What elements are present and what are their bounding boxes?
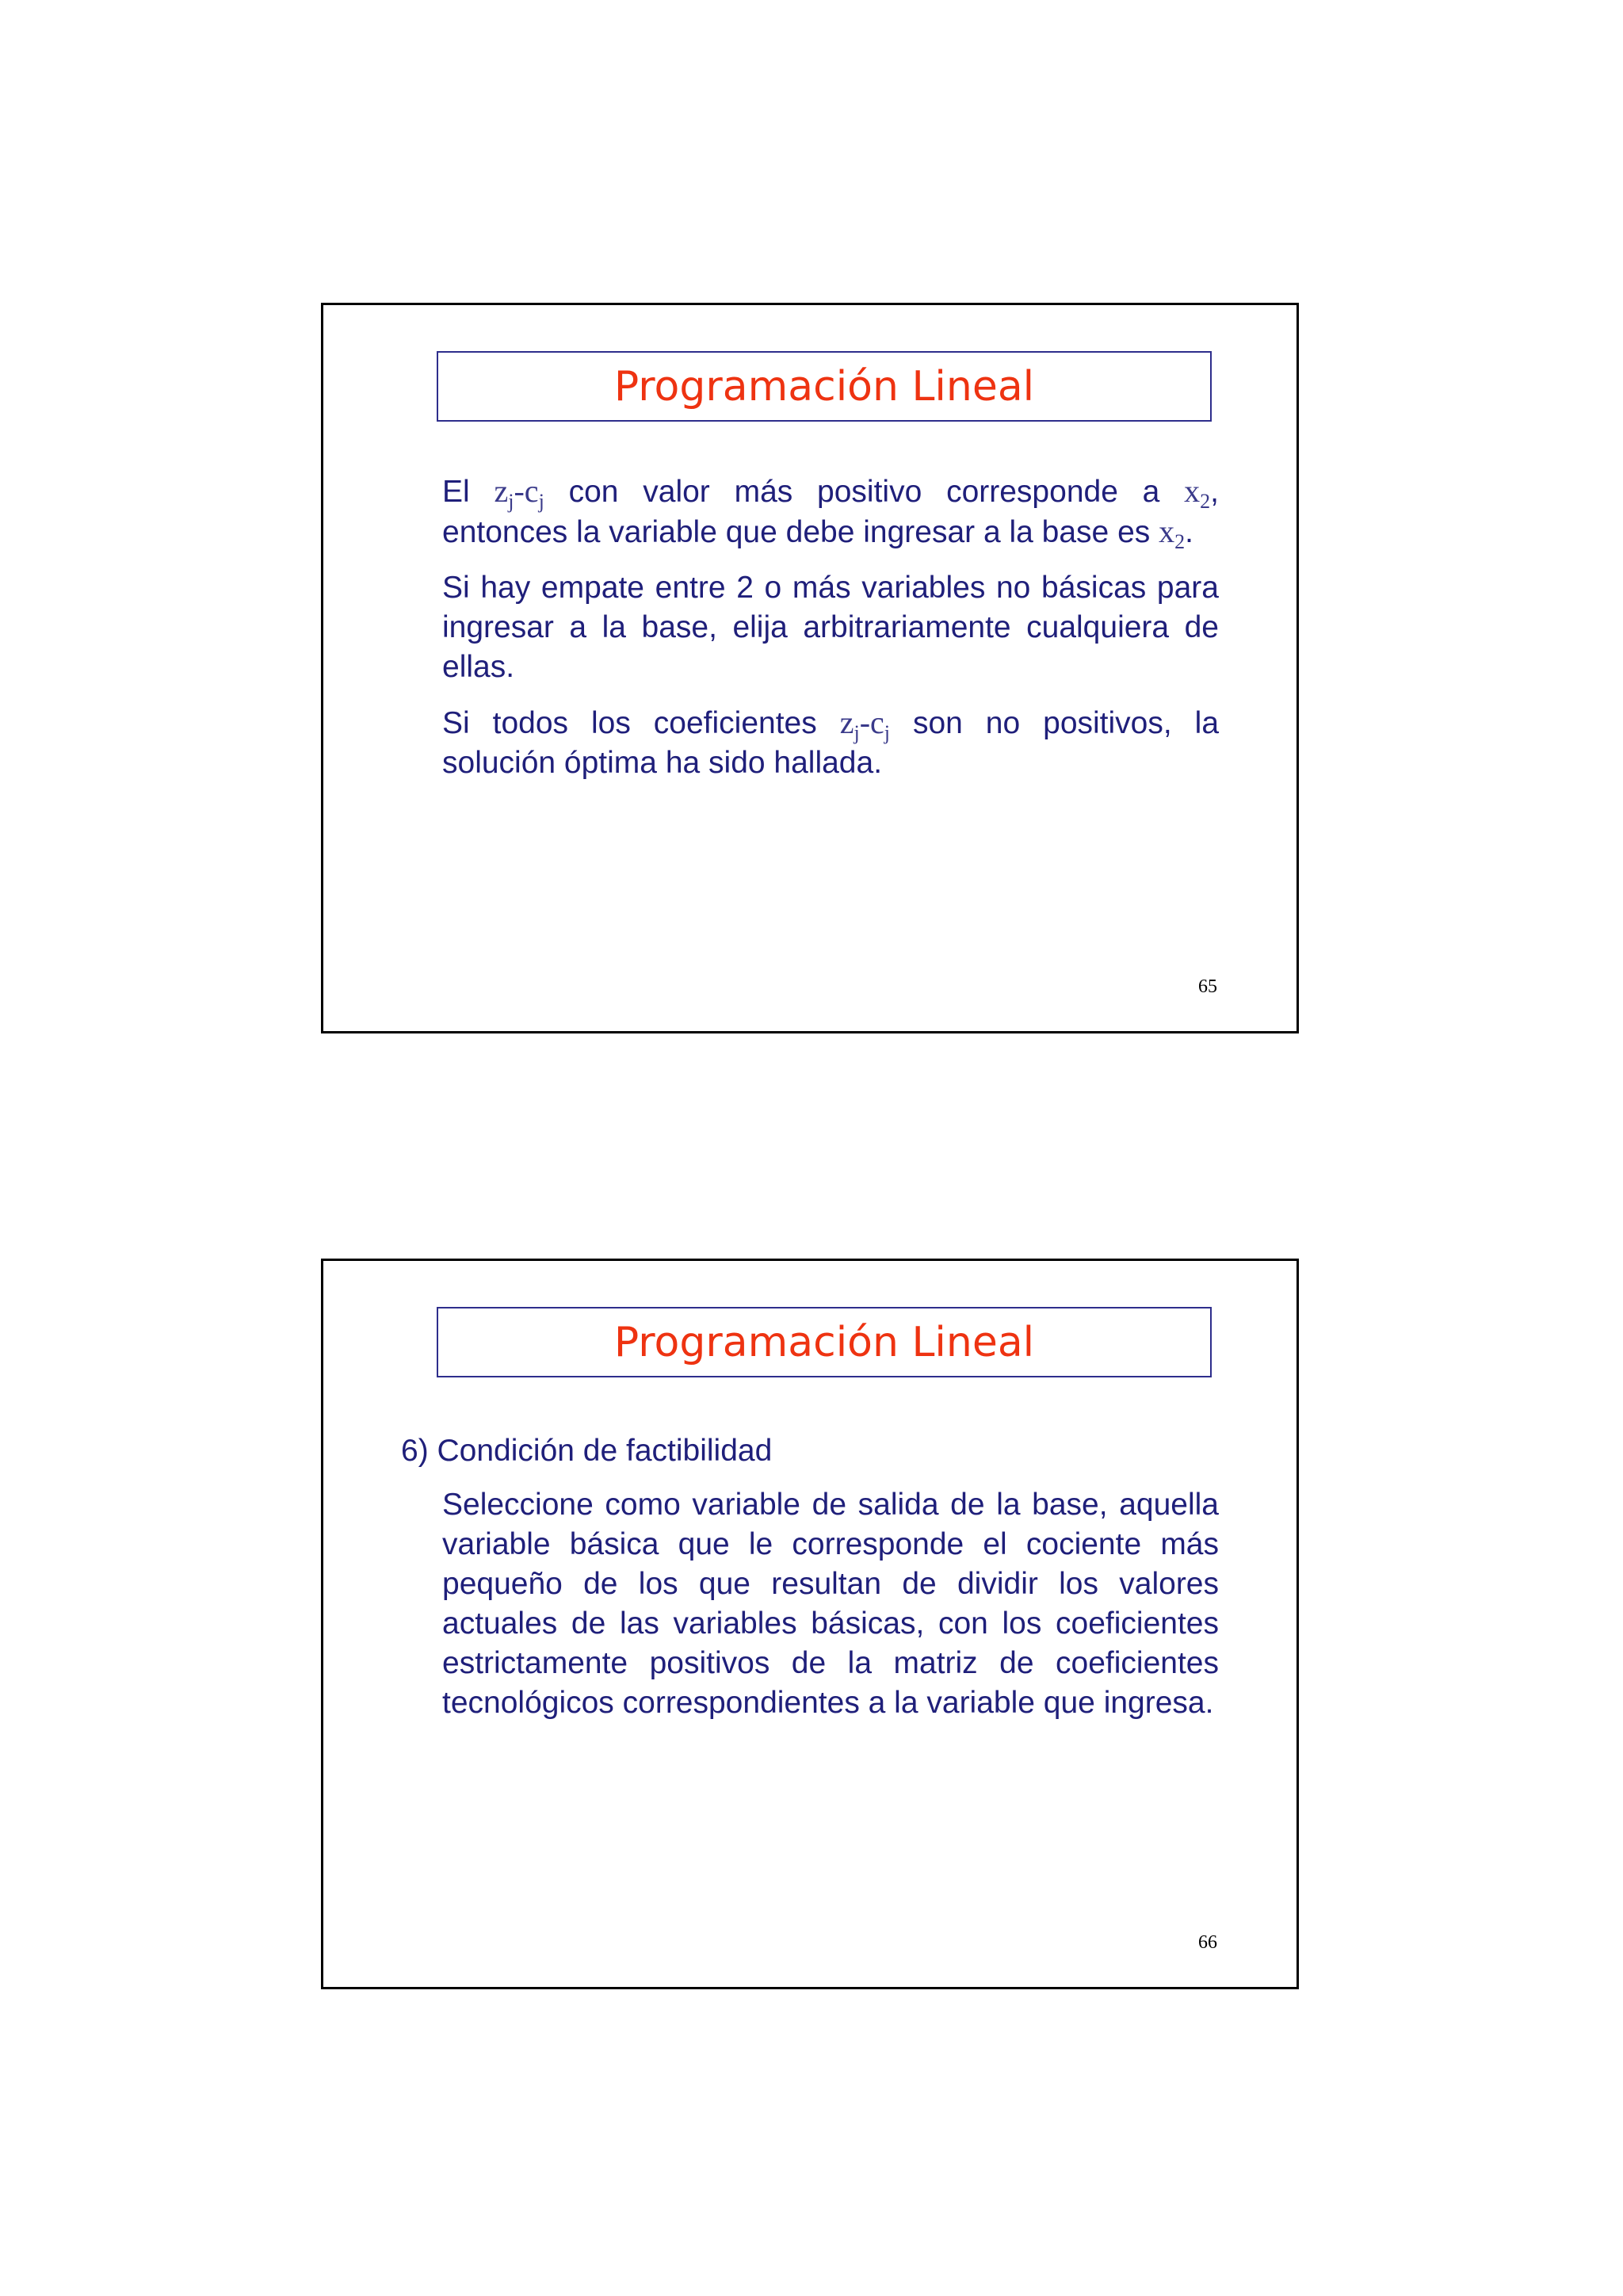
math-sub-j: j <box>508 490 514 513</box>
text: El <box>442 475 495 509</box>
math-sub-j: j <box>884 721 891 744</box>
paragraph-optimality <box>442 703 1219 783</box>
slide-title-box <box>437 1307 1212 1377</box>
slide-66 <box>321 1259 1299 1989</box>
math-z: z <box>494 473 509 509</box>
math-sub-j: j <box>538 490 544 513</box>
math-sub-2: 2 <box>1200 490 1211 513</box>
page-number: 66 <box>1198 1932 1217 1953</box>
x2-expression <box>1184 473 1211 513</box>
text: , entonces la variable que debe ingresar a la base es <box>442 475 1220 549</box>
zj-cj-expression <box>494 473 544 513</box>
slide-title: Programación Lineal <box>613 362 1035 411</box>
math-sub-j: j <box>854 721 860 744</box>
paragraph-tie-rule: Si hay empate entre 2 o más variables no básicas para ingresar a la base, elija arbitrariamente cualquiera de ellas. <box>442 571 1219 684</box>
paragraph-entering-variable <box>442 472 1219 552</box>
math-minus-c: -c <box>859 705 884 740</box>
text: con valor más positivo corresponde a <box>544 475 1185 509</box>
slide-body <box>442 472 1219 783</box>
slide-65 <box>321 303 1299 1033</box>
slide-title-box <box>437 351 1212 422</box>
page-number: 65 <box>1198 976 1217 997</box>
section-heading: 6) Condición de factibilidad <box>401 1434 773 1468</box>
slide-body <box>442 1485 1219 1723</box>
math-x: x <box>1159 514 1175 549</box>
math-z: z <box>839 705 854 740</box>
zj-cj-expression <box>839 705 891 744</box>
slide-title: Programación Lineal <box>613 1318 1035 1366</box>
text: . <box>1185 515 1193 549</box>
paragraph-feasibility: Seleccione como variable de salida de la base, aquella variable básica que le corresponde el cociente más pequeño de los que resultan de dividir los valores actuales de las variables básicas, con los coeficientes estrictamente positivos de la matriz de coeficientes tecnológicos correspondientes a la variable que ingresa. <box>442 1488 1219 1720</box>
math-sub-2: 2 <box>1174 530 1186 553</box>
text: Si todos los coeficientes <box>442 706 840 740</box>
math-x: x <box>1184 473 1201 509</box>
text: son no positivos, la solución óptima ha sido hallada. <box>442 706 1220 780</box>
x2-expression <box>1159 514 1186 553</box>
math-minus-c: -c <box>514 473 539 509</box>
